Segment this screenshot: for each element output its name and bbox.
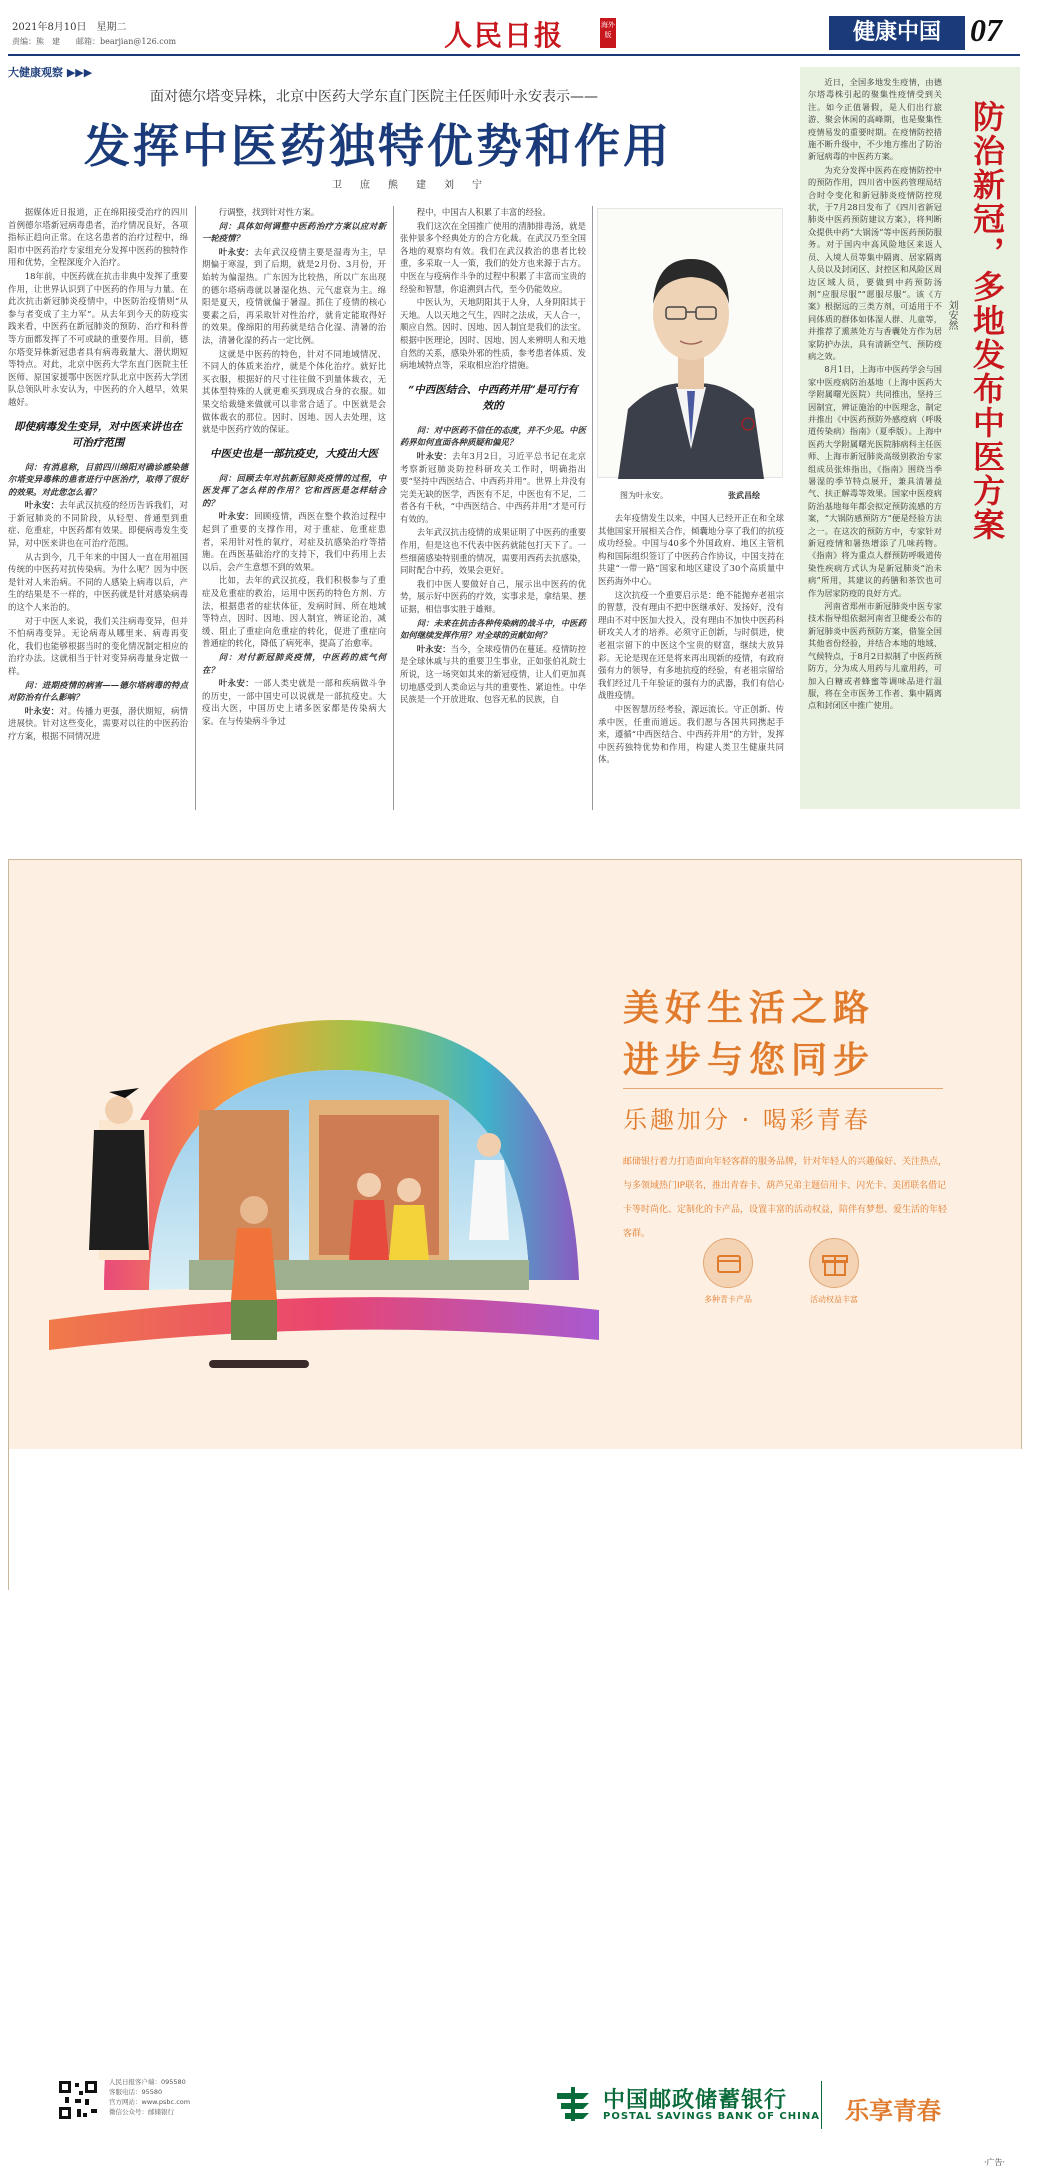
- gift-icon: [809, 1238, 859, 1288]
- column-divider: [592, 206, 593, 810]
- answer-label: 叶永安：: [24, 705, 60, 716]
- article-column-4: [598, 512, 784, 810]
- answer: [202, 677, 386, 727]
- article-headline: 发挥中医药独特优势和作用: [84, 119, 672, 173]
- ad-body-text: 邮储银行着力打造面向年轻客群的服务品牌，针对年轻人的兴趣偏好、关注热点，与多领域热门IP联名，推出青春卡、葫芦兄弟主题信用卡、闪光卡、美团联名借记卡等时尚化、定制化的卡产品，设置丰富的活动权益，陪伴有梦想、爱生活的年轻客群。: [623, 1157, 948, 1239]
- contact-line: 客服电话：95580: [109, 2088, 163, 2096]
- paragraph: 这次抗疫一个重要启示是：绝不能抛弃老祖宗的智慧，没有理由不把中医继承好、发扬好，没有理由不对中医加大投入，没有理由不加快中医药科研攻关人才的培养。必须守正创新，与时俱进，使老祖宗留下的中医这个宝贵的财富，继续大放异彩。无论是现在还是将来再出现新的疫情，有政府强有力的领导，有多地抗疫的经验，有老祖宗留给我们经过几千年验证的强有力的武器，我们有信心战胜疫情。: [598, 589, 784, 701]
- answer: [8, 499, 188, 549]
- contact-line: 官方网站：www.psbc.com: [109, 2098, 191, 2106]
- bank-advertisement: [8, 859, 1022, 2167]
- question: 问：有消息称，目前四川绵阳对确诊感染德尔塔变异毒株的患者进行中医治疗，取得了很好的效果。对此您怎么看？: [8, 461, 188, 497]
- masthead: [0, 0, 1060, 58]
- paragraph: 程中，中国古人积累了丰富的经验。: [416, 207, 551, 217]
- answer-text: 去年3月2日，习近平总书记在北京考察新冠肺炎防控科研攻关工作时，明确指出要“坚持中西医结合、中西药并用”。世界上并没有完美无缺的医学，西医有不足，中医也有不足，二者各有千秋，“中西医结合、中西药并用”才是可行有效的。: [400, 450, 587, 524]
- section-subheading: 中医史也是一部抗疫史，大疫出大医: [210, 447, 378, 460]
- portrait-credit: 张武昌绘: [728, 490, 760, 500]
- paragraph: 18年前，中医药就在抗击非典中发挥了重要作用，让世界认识到了中医药的作用与力量。在此次抗击新冠肺炎疫情中，中医防治疫情则“从参与者变成了主力军”。从去年到今天的防疫实践来看，中医药在新冠肺炎的预防、治疗和科普等方面都发挥了不可或缺的重要作用。目前，德尔塔变异株新冠患者具有病毒载量大、潜伏期短等特点。对此，北京中医药大学东直门医院主任医师、原国家援鄂中医医疗队北京中医药大学团队总领队叶永安认为，中医药的介入越早，效果越好。: [8, 270, 188, 407]
- question: 问：回顾去年对抗新冠肺炎疫情的过程，中医发挥了怎么样的作用？它和西医是怎样结合的？: [202, 472, 386, 508]
- paragraph: 为充分发挥中医药在疫情防控中的预防作用，四川省中医药管理局结合时令变化和新冠肺炎疫情防控现状，于7月28日发布了《四川省新冠肺炎中医药预防建议方案》，将判断众提供中药“大锅汤”等中医药预防服务。对于国内中高风险地区来返人员、入境人员等集中隔离、居家隔离人员以及封闭区、封控区和风险区周边区域人员，要做到中药预防汤剂“应服尽服”“愿服尽服”。该《方案》根据远的三类方剂，可适用于不同体质的群体如体湿人群、儿童等，并推荐了熏蒸处方与香囊处方作为居家防护办法，具有清新空气、预防疫病之效。: [808, 164, 942, 361]
- ad-label: ·广告·: [984, 2158, 1006, 2167]
- article-byline: 卫 庶 熊 建 刘 宁: [332, 180, 486, 191]
- section-subheading: 即使病毒发生变异，对中医来讲也在可治疗范围: [14, 420, 182, 449]
- ad-slogan: 乐趣加分 · 喝彩青春: [623, 1106, 871, 1134]
- bank-separator: [821, 2081, 822, 2129]
- paragraph: 比如，去年的武汉抗疫，我们积极参与了重症及危重症的救治，运用中医药的特色方剂、方法，根据患者的症状体征，发病时间、所在地域等特点，因时、因地、因人制宜，辨证论治，减缓、阻止了重症向危重症的转化，促进了重症向普通症的转化，降低了病死率，提高了治愈率。: [202, 575, 386, 649]
- answer-text: 对。传播力更强，潜伏期短，病情进展快。针对这些变化，需要对以往的中医药治疗方案，根据不同情况进: [8, 705, 188, 741]
- article-column-2: [202, 206, 386, 810]
- answer-label: 叶永安：: [24, 500, 60, 511]
- paragraph: 8月1日，上海市中医药学会与国家中医疫病防治基地（上海中医药大学附属曙光医院）共同推出，坚持三因制宜，辨证施治的中医理念，制定并推出《中医药预防外感疫病（呼吸道传染病）指南》（夏季版）。上海中医药大学附属曙光医院肺病科主任医师、上海市新冠肺炎高级别救治专家组成员张炜指出，《指南》围绕当季暑湿的季节特点展开，兼具清暑益气、扶正解毒等效果。国家中医疫病防治基地每年都会拟定预防流感的方案，“大锅防感预防方”便是经验方法之一。在这次的预防方中，专家针对新冠疫情和暑热增添了几味药物。《指南》将为重点人群预防呼吸道传染性疾病方式认为是新冠肺炎“治未病”所用，其建议的药膳和茶饮也可作为居家防疫的良好方式。: [808, 364, 942, 598]
- portrait-illustration: [597, 208, 783, 478]
- masthead-rule: [8, 54, 1020, 56]
- answer: [202, 246, 386, 347]
- ad-divider: [623, 1088, 943, 1089]
- sidebar-text: [808, 76, 942, 801]
- question: 问：对中医药不信任的态度，并不少见。中医药界如何直面各种质疑和偏见？: [400, 424, 586, 448]
- answer-text: 一部人类史就是一部和疾病做斗争的历史，一部中国史可以说就是一部抗疫史。大疫出大医，中国历史上诸多医家都是传染病大家。在与传染病斗争过: [202, 678, 387, 726]
- answer-text: 当今，全球疫情仍在蔓延。疫情防控是全球休戚与共的重要卫生事业，正如张伯礼院士所说，这一场突如其来的新冠疫情，让人们更加真切地感受到人类命运与共的重要性、紧迫性。中华民族是一个开放进取、包容无私的民族，自: [400, 643, 586, 705]
- bank-name-en: POSTAL SAVINGS BANK OF CHINA: [603, 2111, 820, 2122]
- contact-line: 人民日报客户端：095580: [109, 2078, 186, 2086]
- ad-title-line-2: 进步与您同步: [623, 1040, 876, 1081]
- answer: [400, 450, 586, 526]
- question: 问：未来在抗击各种传染病的战斗中，中医药如何继续发挥作用？对全球的贡献如何？: [400, 617, 586, 641]
- section-title: 健康中国: [829, 16, 965, 50]
- ad-title-line-1: 美好生活之路: [623, 988, 876, 1029]
- question: 问：具体如何调整中医药治疗方案以应对新一轮疫情？: [202, 220, 386, 244]
- contact-line: 微信公众号：邮储银行: [109, 2108, 174, 2116]
- column-divider: [393, 206, 394, 810]
- ad-footer: [9, 1449, 1023, 2167]
- sidebar-title: 防治新冠，多地发布中医方案: [968, 100, 1006, 542]
- bank-logo-icon: [553, 2083, 593, 2123]
- paragraph: 我们中医人要做好自己，展示出中医药的优势，展示好中医药的疗效，实事求是，拿结果、摆证据，相信事实胜于雄辩。: [400, 578, 586, 615]
- answer-text: 回顾疫情，西医在整个救治过程中起到了重要的支撑作用，对于重症、危重症患者，采用针对性的氧疗，对症及抗感染治疗等措施。在西医基础治疗的支持下，我们中药用上去以后，会产生意想不到的效果。: [202, 511, 387, 572]
- question: 问：对付新冠肺炎疫情，中医药的底气何在？: [202, 652, 386, 675]
- issue-date: 2021年8月10日 星期二: [12, 22, 127, 33]
- bank-slogan: 乐享青春: [845, 2097, 941, 2125]
- section-subheading: “中西医结合、中西药并用”是可行有效的: [408, 383, 578, 412]
- paragraph: 近日，全国多地发生疫情，由德尔塔毒株引起的聚集性疫情受到关注。如今正值暑假，是人们出行旅游、聚会休闲的高峰期，也是聚集性疫情易发的重要时期。在疫情防控措施不断升级中，不少地方推出了防治新冠病毒的中医药方案。: [808, 77, 942, 162]
- article-column-1: [8, 206, 188, 810]
- feature-label-benefits: 活动权益丰富: [810, 1295, 858, 1304]
- answer-text: 去年武汉抗疫的经历告诉我们，对于新冠肺炎的不同阶段，从轻型、普通型到重症、危重症，中医药都有效果。即便病毒发生变异，对中医来讲也在可治疗范围。: [8, 500, 188, 549]
- paragraph: 去年疫情发生以来，中国人已经开正在和全球其他国家开展相关合作，倾囊地分享了我们的抗疫成功经验。中国与40多个外国政府、地区主管机构和国际组织签订了中医药合作协议，中国支持在共建“一带一路”国家和地区建设了30个高质量中医药海外中心。: [598, 513, 784, 586]
- answer: [8, 705, 188, 743]
- answer-label: 叶永安：: [416, 643, 451, 654]
- answer-text: 去年武汉疫情主要是湿毒为主，早期偏于寒湿，到了后期，就是2月份、3月份，开始转为偏湿热。广东因为比较热，所以广东出现的德尔塔病毒就以暑湿化热、元气虚衰为主。绵阳是夏天，疫情就偏于暑湿。抓住了疫情的核心要素之后，再采取针对性治疗，就肯定能取得好的效果。像绵阳的用药就是结合化湿、清暑的治法，清暑化湿的药占一定比例。: [202, 246, 387, 345]
- paragraph: 我们这次在全国推广使用的清肺排毒汤，就是张仲景多个经典处方的合方化裁。在武汉乃至全国各地的观察均有效。我们在武汉救治的患者比较重，多采取一人一策，我们的处方也来源于古方。中医在与疫病作斗争的过程中积累了丰富而宝贵的经验和智慧，你追溯到古代，至今仍能效应。: [400, 220, 586, 294]
- answer: [202, 510, 386, 573]
- paragraph: 对于中医人来说，我们关注病毒变异，但并不怕病毒变异。无论病毒从哪里来、病毒再变化，我们也能够根据当时的变化情况制定相应的治疗办法。这就相当于针对变异病毒量身定做一样。: [8, 615, 188, 676]
- newspaper-logo: 人民日报: [444, 19, 565, 52]
- article-subhead: 面对德尔塔变异株，北京中医药大学东直门医院主任医师叶永安表示——: [150, 89, 598, 105]
- paragraph: 这就是中医药的特色，针对不同地域情况、不同人的体质来治疗，就是个体化治疗。就好比买衣服，根据好的尺寸往往做不到量体裁衣，无其体型特殊的人就更难买到现成合身的衣服。如果交给裁缝来做就可以非常合适了。中医就是会做体裁衣的那位。因时、因地、因人去处理，这就是中医药疗效的保证。: [202, 348, 386, 435]
- answer: [400, 643, 586, 706]
- sidebar-author: 刘安然: [946, 300, 957, 330]
- editor-line: 责编：熊 建 邮箱：bearjian@126.com: [12, 37, 177, 46]
- card-icon: [703, 1238, 753, 1288]
- paragraph: 据媒体近日报道，正在绵阳接受治疗的四川首例德尔塔新冠病毒患者，治疗情况良好，各项指标正趋向正常。在这名患者的治疗过程中，绵阳市中医药治疗专家组充分发挥中医药的独特作用和优势，全程深度介入治疗。: [8, 207, 188, 268]
- paragraph: 中医认为，天地阴阳其于人身，人身阴阳其于天地。人以天地之气生，四时之法成，天人合一，顺应自然。因时、因地、因人制宜是我们的法宝。根据中医理论，因时、因地、因人来辨明人和天地自然的关系，感染外邪的性质，参考患者体质、发病地域特点等，采取相应治疗措施。: [400, 297, 586, 371]
- paragraph: 中医智慧历经考验，源远流长。守正创新、传承中医，任重而道远。我们愿与各国共同携起手来，遵循“中西医结合、中西药并用”的方针，发挥中医药独特优势和作用，构建人类卫生健康共同体。: [598, 703, 784, 765]
- portrait-caption: 图为叶永安。: [620, 491, 668, 500]
- answer-label: 叶永安：: [218, 246, 255, 257]
- qr-code-icon: [57, 2079, 99, 2121]
- article-column-3: [400, 206, 586, 810]
- answer-label: 叶永安：: [218, 678, 255, 689]
- question: 问：进期疫情的病害——德尔塔病毒的特点对防治有什么影响？: [8, 679, 188, 703]
- paragraph: 行调整，找到针对性方案。: [218, 207, 320, 217]
- answer-label: 叶永安：: [218, 511, 255, 522]
- overseas-edition-tag: 海外版: [600, 18, 616, 48]
- column-divider: [195, 206, 196, 810]
- bank-name-cn: 中国邮政储蓄银行: [603, 2088, 788, 2113]
- column-kicker: 大健康观察 ▶▶▶: [8, 66, 93, 79]
- paragraph: 河南省郑州市新冠肺炎中医专家技术指导组依据河南省卫健委公布的新冠肺炎中医药预防方案，借鉴全国其他省份经验，并结合本地的地域、气候特点，于8月2日拟制了中医药预防方，分为成人用药与儿童用药，可加入白糖或者蜂蜜等调味品进行温服，将在全市医务工作者、集中隔离点和封闭区中推广使用。: [808, 601, 942, 711]
- paragraph: 从古到今，几千年来的中国人一直在用祖国传统的中医药对抗传染病。为什么呢？因为中医是针对人来治病。不同的人感染上病毒以后，产生的结果是不一样的，中医药就是针对感染病毒的这个人来治的。: [8, 551, 188, 613]
- feature-label-cards: 多种青卡产品: [704, 1295, 752, 1304]
- contact-info: [109, 2077, 190, 2117]
- answer-label: 叶永安：: [416, 450, 452, 461]
- page-number: 07: [970, 12, 1002, 48]
- portrait-sketch: [598, 209, 784, 479]
- paragraph: 去年武汉抗击疫情的成果证明了中医药的重要作用，但是这也不代表中医药就能包打天下了。一些细菌感染特别重的情况，需要用西药去抗感染，同时配合中药，效果会更好。: [400, 527, 586, 576]
